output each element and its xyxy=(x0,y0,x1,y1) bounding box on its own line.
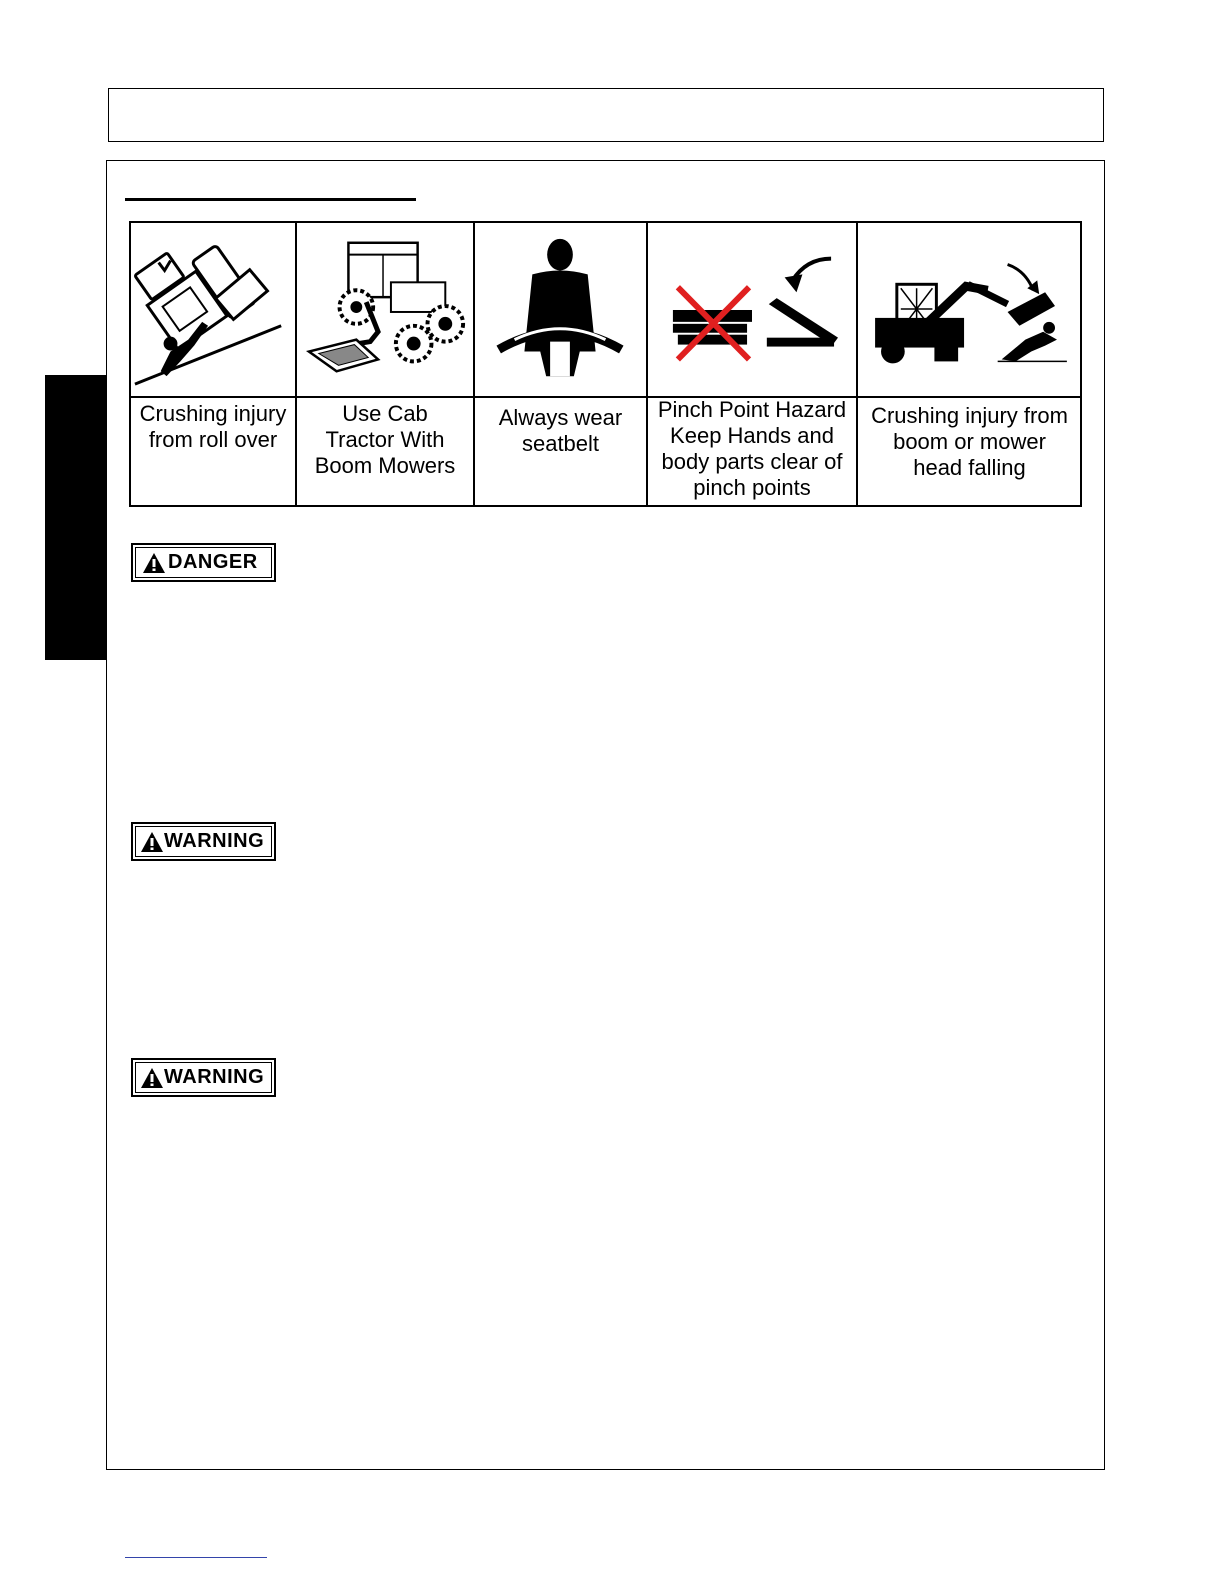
warning-label-1 xyxy=(131,822,276,861)
cab-tractor-icon xyxy=(297,223,473,396)
icon-caption: Always wear seatbelt xyxy=(498,405,623,456)
icon-cell-cab-tractor xyxy=(297,223,475,505)
icon-cell-seatbelt xyxy=(475,223,648,505)
icon-cell-rollover xyxy=(131,223,297,505)
seatbelt-icon xyxy=(475,223,646,396)
page-header-box xyxy=(108,88,1104,142)
danger-signal-word: DANGER xyxy=(168,551,258,573)
icon-cell-falling-boom xyxy=(858,223,1081,505)
warning-triangle-icon xyxy=(140,831,164,853)
warning-triangle-icon xyxy=(142,552,166,574)
warning-triangle-icon xyxy=(140,1067,164,1089)
pinch-point-icon xyxy=(648,223,856,396)
icon-caption: Crushing injury from roll over xyxy=(139,401,287,452)
warning-signal-word: WARNING xyxy=(164,1066,265,1088)
falling-boom-icon xyxy=(858,223,1081,396)
icon-cell-pinch-point xyxy=(648,223,858,505)
section-title-rule xyxy=(125,198,416,201)
warning-label-2 xyxy=(131,1058,276,1097)
footer-rule xyxy=(125,1557,267,1558)
icon-caption: Pinch Point Hazard Keep Hands and body parts clear of pinch points xyxy=(657,397,847,500)
icon-caption: Use Cab Tractor With Boom Mowers xyxy=(314,401,456,478)
safety-icon-table xyxy=(129,221,1082,507)
icon-caption: Crushing injury from boom or mower head falling xyxy=(871,403,1068,480)
rollover-icon xyxy=(131,223,295,396)
danger-label xyxy=(131,543,276,582)
section-side-tab xyxy=(45,375,107,660)
warning-signal-word: WARNING xyxy=(164,830,265,852)
